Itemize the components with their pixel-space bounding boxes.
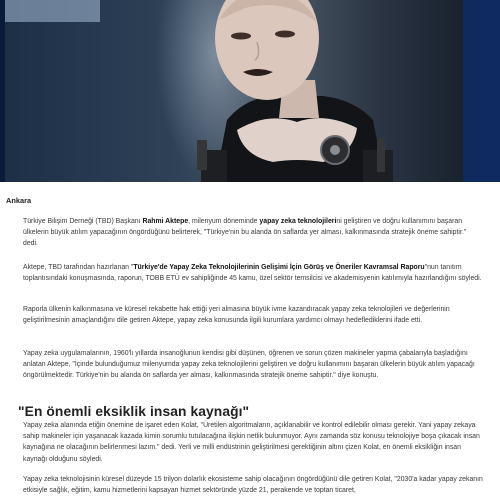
paragraph-2-text-a: Aktepe, TBD tarafından hazırlanan " (23, 264, 134, 271)
paragraph-1-text-a: Türkiye Bilişim Derneği (TBD) Başkanı (23, 218, 143, 225)
section-subheading: "En önemli eksiklik insan kaynağı" (18, 404, 250, 419)
humanoid-robot-photo (5, 0, 463, 182)
paragraph-6: Yapay zeka teknolojisinin küresel düzeyde 15 trilyon dolarlık ekosisteme sahip olacağının öngördüğünü dile getiren Kolat, "2030'a kadar yapay zekanın etkisiyle sağlık, eğitim, kamu hizmetlerini kapsayan hizmet sektöründe yüzde 21, perakende ve toptan ticaret, (23, 476, 483, 495)
paragraph-1-text-c: ni geliştiren ve doğru kullanımını başaran ülkelerin büyük atılım yapacağının öngördüğünü belirterek, "Türkiye'nin bu alanda ön saflarda yer alması, kalkınmasında stratejik öneme sahiptir." dedi. (23, 218, 467, 248)
paragraph-1 (23, 216, 483, 250)
dateline-city: Ankara (6, 196, 32, 205)
hero-image (0, 0, 500, 182)
paragraph-4: Yapay zeka uygulamalarının, 1960'lı yıllarda insanoğlunun kendisi gibi düşünen, öğrenen ve sorun çözen makineler yapma çabalarıyla başladığını anlatan Aktepe, "İçinde bulunduğumuz milenyumda yapay zeka teknolojilerini geliştiren ve doğru kullanımını başaran ülkelerin büyük atılım yapacağı öngörülmektedir. Türkiye'nin bu alanda ön saflarda yer alması, kalkınmasında stratejik öneme sahiptir." diye konuştu. (23, 350, 475, 380)
report-title: Türkiye'de Yapay Zeka Teknolojilerinin Gelişimi İçin Görüş ve Öneriler Kavramsal Raporu (133, 264, 425, 271)
article-body (0, 182, 500, 500)
hero-side-panel (463, 0, 500, 182)
robot-figure (5, 0, 463, 182)
person-name: Rahmi Aktepe (142, 218, 189, 225)
topic-highlight: yapay zeka teknolojileri (259, 218, 337, 225)
paragraph-3: Raporla ülkenin kalkınmasına ve küresel rekabette hak ettiği yeri almasına büyük ivme kazandıracak yapay zeka teknolojileri ve değerlerinin geliştirilmesinin amaçlandığını dile getiren Aktepe, yapay zeka konusunda ilgili kurumlara yardımcı olmayı hedeflediklerini ifade etti. (23, 306, 450, 325)
paragraph-2-text-b: "nun tanıtım toplantısındaki konuşmasında, raporun, TOBB ETÜ ev sahipliğinde 45 kamu, özel sektör temsilcisi ve akademisyenin katılımıyla hazırlandığını söyledi. (23, 264, 482, 283)
paragraph-5: Yapay zeka alanında etiğin önemine de işaret eden Kolat, "Üretilen algoritmaların, açıklanabilir ve kontrol edilebilir olması gerekir. Yani yapay zekaya sahip makineler için yaşanacak kazada kimin sorumlu tutulacağına ilişkin netlik bulunmuyor. Aynı zamanda söz konusu teknolojiye boşa çıkacak insan kaynağına ne olacağının belirlenmesi lazım." dedi. Yerli ve milli endüstrinin geliştirilmesi gerektiğinin altını çizen Kolat, en önemli eksikliğin insan kaynağı olduğunu söyledi. (23, 422, 480, 463)
paragraph-1-text-b: , milenyum döneminde (188, 218, 260, 225)
paragraph-2 (23, 262, 483, 284)
